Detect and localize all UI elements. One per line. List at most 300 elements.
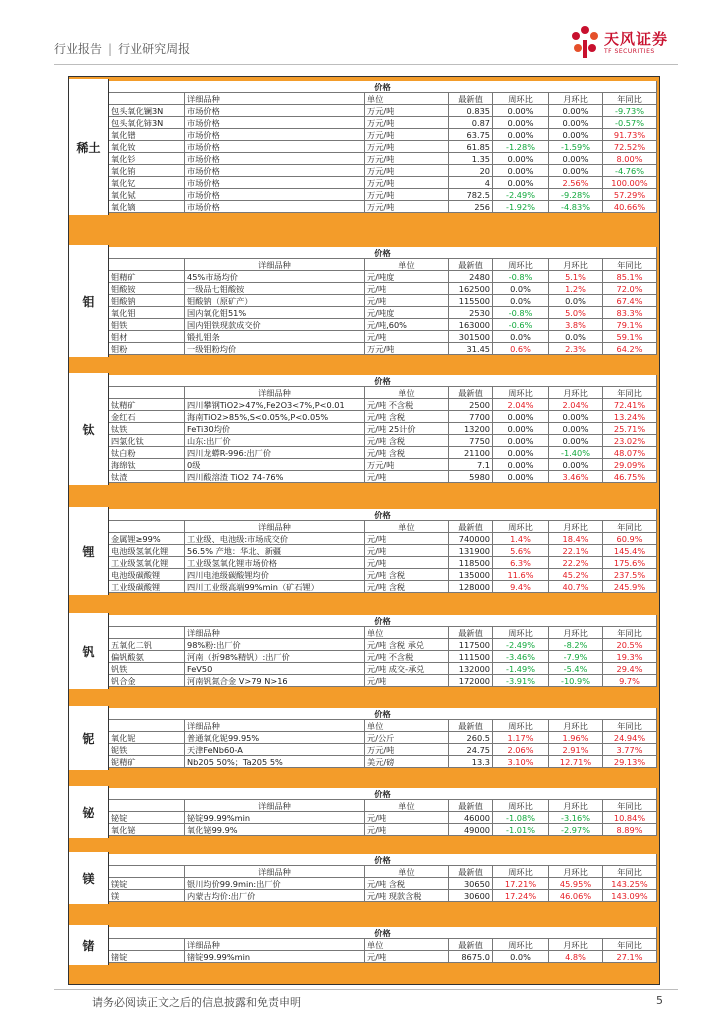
table-cell: 元/吨	[365, 824, 449, 836]
row-product: 氧化钐	[109, 153, 185, 165]
table-cell: 元/吨	[365, 951, 449, 963]
table-cell: 元/吨 不含税	[365, 399, 449, 411]
column-header: 详细品种	[185, 800, 365, 812]
table-cell: 12.71%	[549, 756, 603, 768]
table-cell: 0.00%	[549, 153, 603, 165]
metal-block	[69, 706, 659, 770]
column-header: 单位	[365, 939, 449, 951]
page-number: 5	[656, 994, 663, 1007]
table-cell: -2.49%	[493, 639, 549, 651]
table-cell: 0.00%	[549, 411, 603, 423]
column-header: 月环比	[549, 720, 603, 732]
column-header: 年同比	[603, 521, 657, 533]
table-cell: 25.71%	[603, 423, 657, 435]
table-cell: 氧化铋99.9%	[185, 824, 365, 836]
table-cell: -10.9%	[549, 675, 603, 687]
table-cell: 0.00%	[549, 459, 603, 471]
table-cell: 0.00%	[493, 153, 549, 165]
table-cell: 山东:出厂价	[185, 435, 365, 447]
table-cell: -3.91%	[493, 675, 549, 687]
price-table	[109, 927, 657, 963]
row-product: 锗锭	[109, 951, 185, 963]
table-cell: 四川龙蟒R-996:出厂价	[185, 447, 365, 459]
table-cell: 45.2%	[549, 569, 603, 581]
table-cell: 145.4%	[603, 545, 657, 557]
table-cell: 117500	[449, 639, 493, 651]
row-product: 氧化镝	[109, 201, 185, 213]
table-cell: 20.5%	[603, 639, 657, 651]
table-cell: 172000	[449, 675, 493, 687]
report-subtype: 行业研究周报	[118, 42, 191, 56]
table-cell: -3.46%	[493, 651, 549, 663]
price-table	[109, 615, 657, 687]
table-cell: 40.7%	[549, 581, 603, 593]
table-cell: 29.09%	[603, 459, 657, 471]
table-cell: 元/吨	[365, 295, 449, 307]
table-cell: 万元/吨	[365, 459, 449, 471]
table-cell: 海南TiO2>85%,S<0.05%,P<0.05%	[185, 411, 365, 423]
table-cell: Nb205 50%；Ta205 5%	[185, 756, 365, 768]
table-cell: 260.5	[449, 732, 493, 744]
table-cell: 5980	[449, 471, 493, 483]
column-header: 最新值	[449, 866, 493, 878]
table-cell: 国内氧化钼51%	[185, 307, 365, 319]
table-cell: 0.00%	[549, 165, 603, 177]
row-product: 氧化铽	[109, 189, 185, 201]
column-header: 详细品种	[185, 521, 365, 533]
column-header: 月环比	[549, 866, 603, 878]
table-cell: 元/吨 含税 承兑	[365, 639, 449, 651]
table-cell: 13200	[449, 423, 493, 435]
row-product: 氧化钕	[109, 141, 185, 153]
table-cell: 2.04%	[549, 399, 603, 411]
column-header: 年同比	[603, 627, 657, 639]
table-cell: 22.1%	[549, 545, 603, 557]
table-cell: 30650	[449, 878, 493, 890]
column-header: 详细品种	[185, 939, 365, 951]
column-header: 周环比	[493, 866, 549, 878]
column-header: 年同比	[603, 259, 657, 271]
table-cell: 元/吨 含税	[365, 569, 449, 581]
table-cell: -1.49%	[493, 663, 549, 675]
table-cell: 0.00%	[549, 105, 603, 117]
table-cell: -1.01%	[493, 824, 549, 836]
table-cell: 135000	[449, 569, 493, 581]
column-header: 周环比	[493, 93, 549, 105]
column-header: 月环比	[549, 627, 603, 639]
column-header: 年同比	[603, 387, 657, 399]
table-cell: 万元/吨	[365, 744, 449, 756]
table-cell: 29.4%	[603, 663, 657, 675]
table-cell: 市场价格	[185, 189, 365, 201]
table-cell: 元/吨 含税	[365, 581, 449, 593]
price-table	[109, 708, 657, 768]
table-cell: 19.3%	[603, 651, 657, 663]
table-cell: 元/吨	[365, 545, 449, 557]
table-title: 价格	[109, 247, 657, 259]
column-header: 月环比	[549, 800, 603, 812]
table-cell: 29.13%	[603, 756, 657, 768]
table-cell: 20	[449, 165, 493, 177]
table-cell: 0.00%	[549, 117, 603, 129]
row-product: 电池级碳酸锂	[109, 569, 185, 581]
table-cell: 元/吨	[365, 283, 449, 295]
table-cell: 万元/吨	[365, 141, 449, 153]
table-cell: 48.07%	[603, 447, 657, 459]
table-cell: 一级钼粉均价	[185, 343, 365, 355]
table-cell: 98%粉:出厂价	[185, 639, 365, 651]
table-cell: 0.00%	[493, 165, 549, 177]
table-cell: 46000	[449, 812, 493, 824]
disclaimer: 请务必阅读正文之后的信息披露和免责申明	[92, 996, 301, 1009]
metal-block	[69, 507, 659, 595]
metal-label: 钛	[69, 373, 109, 485]
table-cell: 0级	[185, 459, 365, 471]
table-cell: 元/吨	[365, 675, 449, 687]
column-header: 月环比	[549, 259, 603, 271]
table-cell: 83.3%	[603, 307, 657, 319]
table-cell: 0.00%	[493, 129, 549, 141]
row-product: 钼精矿	[109, 271, 185, 283]
table-cell: 万元/吨	[365, 129, 449, 141]
table-cell: 17.21%	[493, 878, 549, 890]
table-cell: 100.00%	[603, 177, 657, 189]
row-product: 包头氧化铈3N	[109, 117, 185, 129]
table-cell: 740000	[449, 533, 493, 545]
table-cell: 0.00%	[493, 177, 549, 189]
table-cell: 市场价格	[185, 177, 365, 189]
table-cell: 工业级、电池级:市场成交价	[185, 533, 365, 545]
column-header: 周环比	[493, 521, 549, 533]
column-header: 周环比	[493, 387, 549, 399]
table-cell: 市场价格	[185, 153, 365, 165]
table-cell: 7.1	[449, 459, 493, 471]
table-title: 价格	[109, 854, 657, 866]
column-header: 单位	[365, 93, 449, 105]
table-cell: 元/吨 25计价	[365, 423, 449, 435]
column-header: 单位	[365, 627, 449, 639]
price-table	[109, 247, 657, 355]
table-cell: 24.94%	[603, 732, 657, 744]
column-header: 最新值	[449, 720, 493, 732]
table-cell: 45%市场均价	[185, 271, 365, 283]
table-cell: 46.75%	[603, 471, 657, 483]
table-cell: 3.10%	[493, 756, 549, 768]
table-title: 价格	[109, 927, 657, 939]
metal-block	[69, 245, 659, 357]
table-cell: 256	[449, 201, 493, 213]
column-header: 详细品种	[185, 259, 365, 271]
table-cell: 128000	[449, 581, 493, 593]
column-header: 详细品种	[185, 93, 365, 105]
table-cell: 0.00%	[493, 471, 549, 483]
table-cell: 四川电池级碳酸锂均价	[185, 569, 365, 581]
table-cell: 元/吨度	[365, 307, 449, 319]
table-cell: FeV50	[185, 663, 365, 675]
table-cell: 锗锭99.99%min	[185, 951, 365, 963]
table-cell: 0.0%	[493, 295, 549, 307]
column-header: 月环比	[549, 93, 603, 105]
table-cell: 0.835	[449, 105, 493, 117]
report-header: 行业报告 | 行业研究周报	[54, 42, 191, 56]
table-cell: 0.0%	[549, 295, 603, 307]
row-product: 镁	[109, 890, 185, 902]
row-product: 钒铁	[109, 663, 185, 675]
column-header: 最新值	[449, 259, 493, 271]
column-header: 详细品种	[185, 720, 365, 732]
table-cell: -5.4%	[549, 663, 603, 675]
table-cell: 元/吨 不含税	[365, 651, 449, 663]
column-header: 最新值	[449, 387, 493, 399]
table-cell: -0.6%	[493, 319, 549, 331]
table-cell: 0.00%	[549, 129, 603, 141]
table-cell: 1.4%	[493, 533, 549, 545]
table-cell: 13.3	[449, 756, 493, 768]
row-product: 钛渣	[109, 471, 185, 483]
row-product: 五氧化二钒	[109, 639, 185, 651]
table-cell: 普通氧化铌99.95%	[185, 732, 365, 744]
table-cell: 四川酸溶渣 TiO2 74-76%	[185, 471, 365, 483]
row-product: 电池级氢氧化锂	[109, 545, 185, 557]
table-cell: 0.0%	[493, 283, 549, 295]
table-cell: 301500	[449, 331, 493, 343]
table-cell: 锻扎钼条	[185, 331, 365, 343]
table-cell: 4.8%	[549, 951, 603, 963]
table-title: 价格	[109, 788, 657, 800]
table-cell: 钼酸钠（原矿产）	[185, 295, 365, 307]
table-cell: -0.57%	[603, 117, 657, 129]
table-cell: 0.00%	[493, 117, 549, 129]
column-header	[109, 627, 185, 639]
metal-block	[69, 79, 659, 215]
table-cell: 10.84%	[603, 812, 657, 824]
table-cell: 元/吨	[365, 812, 449, 824]
table-cell: -1.92%	[493, 201, 549, 213]
row-product: 钛精矿	[109, 399, 185, 411]
column-header: 周环比	[493, 259, 549, 271]
table-cell: 元/吨,60%	[365, 319, 449, 331]
table-cell: 24.75	[449, 744, 493, 756]
table-cell: 元/公斤	[365, 732, 449, 744]
column-header	[109, 259, 185, 271]
table-cell: 内蒙古均价:出厂价	[185, 890, 365, 902]
table-cell: 6.3%	[493, 557, 549, 569]
row-product: 金红石	[109, 411, 185, 423]
column-header: 年同比	[603, 866, 657, 878]
table-cell: 9.7%	[603, 675, 657, 687]
table-cell: 79.1%	[603, 319, 657, 331]
price-table	[109, 509, 657, 593]
table-cell: 万元/吨	[365, 105, 449, 117]
table-cell: 143.25%	[603, 878, 657, 890]
column-header	[109, 866, 185, 878]
metal-label: 钼	[69, 245, 109, 357]
flower-logo-icon	[568, 24, 602, 60]
table-cell: -2.49%	[493, 189, 549, 201]
table-cell: 0.6%	[493, 343, 549, 355]
row-product: 钼酸钠	[109, 295, 185, 307]
column-header	[109, 521, 185, 533]
table-cell: 72.0%	[603, 283, 657, 295]
table-cell: 67.4%	[603, 295, 657, 307]
column-header: 单位	[365, 521, 449, 533]
column-header: 详细品种	[185, 387, 365, 399]
table-cell: 国内钼铁现款成交价	[185, 319, 365, 331]
table-cell: -3.16%	[549, 812, 603, 824]
table-cell: -1.59%	[549, 141, 603, 153]
table-cell: 美元/磅	[365, 756, 449, 768]
table-cell: 元/吨 含税	[365, 878, 449, 890]
column-header: 年同比	[603, 93, 657, 105]
table-cell: 111500	[449, 651, 493, 663]
table-cell: 河南（折98%精钒）:出厂价	[185, 651, 365, 663]
row-product: 氧化铋	[109, 824, 185, 836]
table-cell: 45.95%	[549, 878, 603, 890]
row-product: 铌精矿	[109, 756, 185, 768]
metal-label: 镁	[69, 852, 109, 904]
table-cell: -4.83%	[549, 201, 603, 213]
table-cell: 237.5%	[603, 569, 657, 581]
table-cell: 23.02%	[603, 435, 657, 447]
table-cell: 163000	[449, 319, 493, 331]
column-header: 最新值	[449, 627, 493, 639]
table-cell: 132000	[449, 663, 493, 675]
table-cell: 56.5% 产地：华北、新疆	[185, 545, 365, 557]
table-cell: 245.9%	[603, 581, 657, 593]
table-cell: -7.9%	[549, 651, 603, 663]
table-title: 价格	[109, 708, 657, 720]
table-title: 价格	[109, 615, 657, 627]
table-cell: 0.00%	[493, 447, 549, 459]
table-cell: 1.17%	[493, 732, 549, 744]
table-cell: 1.35	[449, 153, 493, 165]
brand-name-en: TF SECURITIES	[604, 48, 655, 55]
table-cell: 一级品七钼酸铵	[185, 283, 365, 295]
column-header	[109, 800, 185, 812]
row-product: 氧化钇	[109, 177, 185, 189]
column-header: 最新值	[449, 521, 493, 533]
table-cell: 11.6%	[493, 569, 549, 581]
price-table	[109, 81, 657, 213]
column-header: 单位	[365, 866, 449, 878]
table-cell: 0.87	[449, 117, 493, 129]
table-cell: -1.08%	[493, 812, 549, 824]
table-cell: 7700	[449, 411, 493, 423]
table-cell: -2.97%	[549, 824, 603, 836]
table-cell: 3.46%	[549, 471, 603, 483]
table-cell: 7750	[449, 435, 493, 447]
table-cell: 1.2%	[549, 283, 603, 295]
table-cell: 64.2%	[603, 343, 657, 355]
table-cell: 元/吨 含税	[365, 435, 449, 447]
table-cell: 万元/吨	[365, 177, 449, 189]
table-cell: 元/吨 含税	[365, 411, 449, 423]
table-cell: 57.29%	[603, 189, 657, 201]
table-cell: 3.77%	[603, 744, 657, 756]
table-cell: 0.0%	[493, 331, 549, 343]
metal-label: 锂	[69, 507, 109, 595]
table-cell: 8.00%	[603, 153, 657, 165]
table-cell: 2.56%	[549, 177, 603, 189]
table-cell: 0.0%	[549, 331, 603, 343]
table-cell: 2530	[449, 307, 493, 319]
table-cell: -1.28%	[493, 141, 549, 153]
table-cell: 铋锭99.99%min	[185, 812, 365, 824]
table-cell: 元/吨	[365, 331, 449, 343]
column-header: 年同比	[603, 720, 657, 732]
table-cell: -4.76%	[603, 165, 657, 177]
table-cell: 市场价格	[185, 141, 365, 153]
table-cell: 万元/吨	[365, 343, 449, 355]
column-header	[109, 939, 185, 951]
table-cell: 0.00%	[493, 459, 549, 471]
table-cell: 市场价格	[185, 129, 365, 141]
table-cell: 万元/吨	[365, 165, 449, 177]
table-cell: 131900	[449, 545, 493, 557]
table-cell: 万元/吨	[365, 189, 449, 201]
header-divider	[54, 64, 678, 65]
price-tables-frame	[68, 76, 660, 985]
table-cell: 40.66%	[603, 201, 657, 213]
table-cell: 46.06%	[549, 890, 603, 902]
table-cell: 河南钒氮合金 V>79 N>16	[185, 675, 365, 687]
column-header: 年同比	[603, 800, 657, 812]
column-header: 详细品种	[185, 627, 365, 639]
table-cell: -9.73%	[603, 105, 657, 117]
table-cell: 49000	[449, 824, 493, 836]
table-cell: 2.06%	[493, 744, 549, 756]
table-cell: -0.8%	[493, 307, 549, 319]
table-title: 价格	[109, 509, 657, 521]
column-header: 最新值	[449, 939, 493, 951]
table-cell: 18.4%	[549, 533, 603, 545]
row-product: 铋锭	[109, 812, 185, 824]
table-cell: 0.00%	[549, 423, 603, 435]
row-product: 钒合金	[109, 675, 185, 687]
row-product: 钛白粉	[109, 447, 185, 459]
row-product: 包头氧化镧3N	[109, 105, 185, 117]
table-cell: 市场价格	[185, 105, 365, 117]
row-product: 钼铁	[109, 319, 185, 331]
column-header: 最新值	[449, 800, 493, 812]
column-header: 单位	[365, 259, 449, 271]
table-cell: 4	[449, 177, 493, 189]
price-table	[109, 375, 657, 483]
row-product: 铌铁	[109, 744, 185, 756]
table-cell: 0.00%	[493, 105, 549, 117]
column-header: 月环比	[549, 939, 603, 951]
table-cell: 银川均价99.9min:出厂价	[185, 878, 365, 890]
table-cell: 21100	[449, 447, 493, 459]
row-product: 氧化铕	[109, 165, 185, 177]
table-cell: 118500	[449, 557, 493, 569]
table-cell: 115500	[449, 295, 493, 307]
row-product: 氧化铌	[109, 732, 185, 744]
table-cell: 元/吨度	[365, 271, 449, 283]
column-header: 月环比	[549, 387, 603, 399]
table-cell: 2.04%	[493, 399, 549, 411]
column-header	[109, 387, 185, 399]
column-header: 单位	[365, 800, 449, 812]
table-cell: 22.2%	[549, 557, 603, 569]
row-product: 工业级氢氧化锂	[109, 557, 185, 569]
table-cell: 1.96%	[549, 732, 603, 744]
table-cell: 0.00%	[493, 411, 549, 423]
table-cell: 万元/吨	[365, 201, 449, 213]
column-header	[109, 720, 185, 732]
table-cell: 元/吨 现款含税	[365, 890, 449, 902]
column-header: 最新值	[449, 93, 493, 105]
